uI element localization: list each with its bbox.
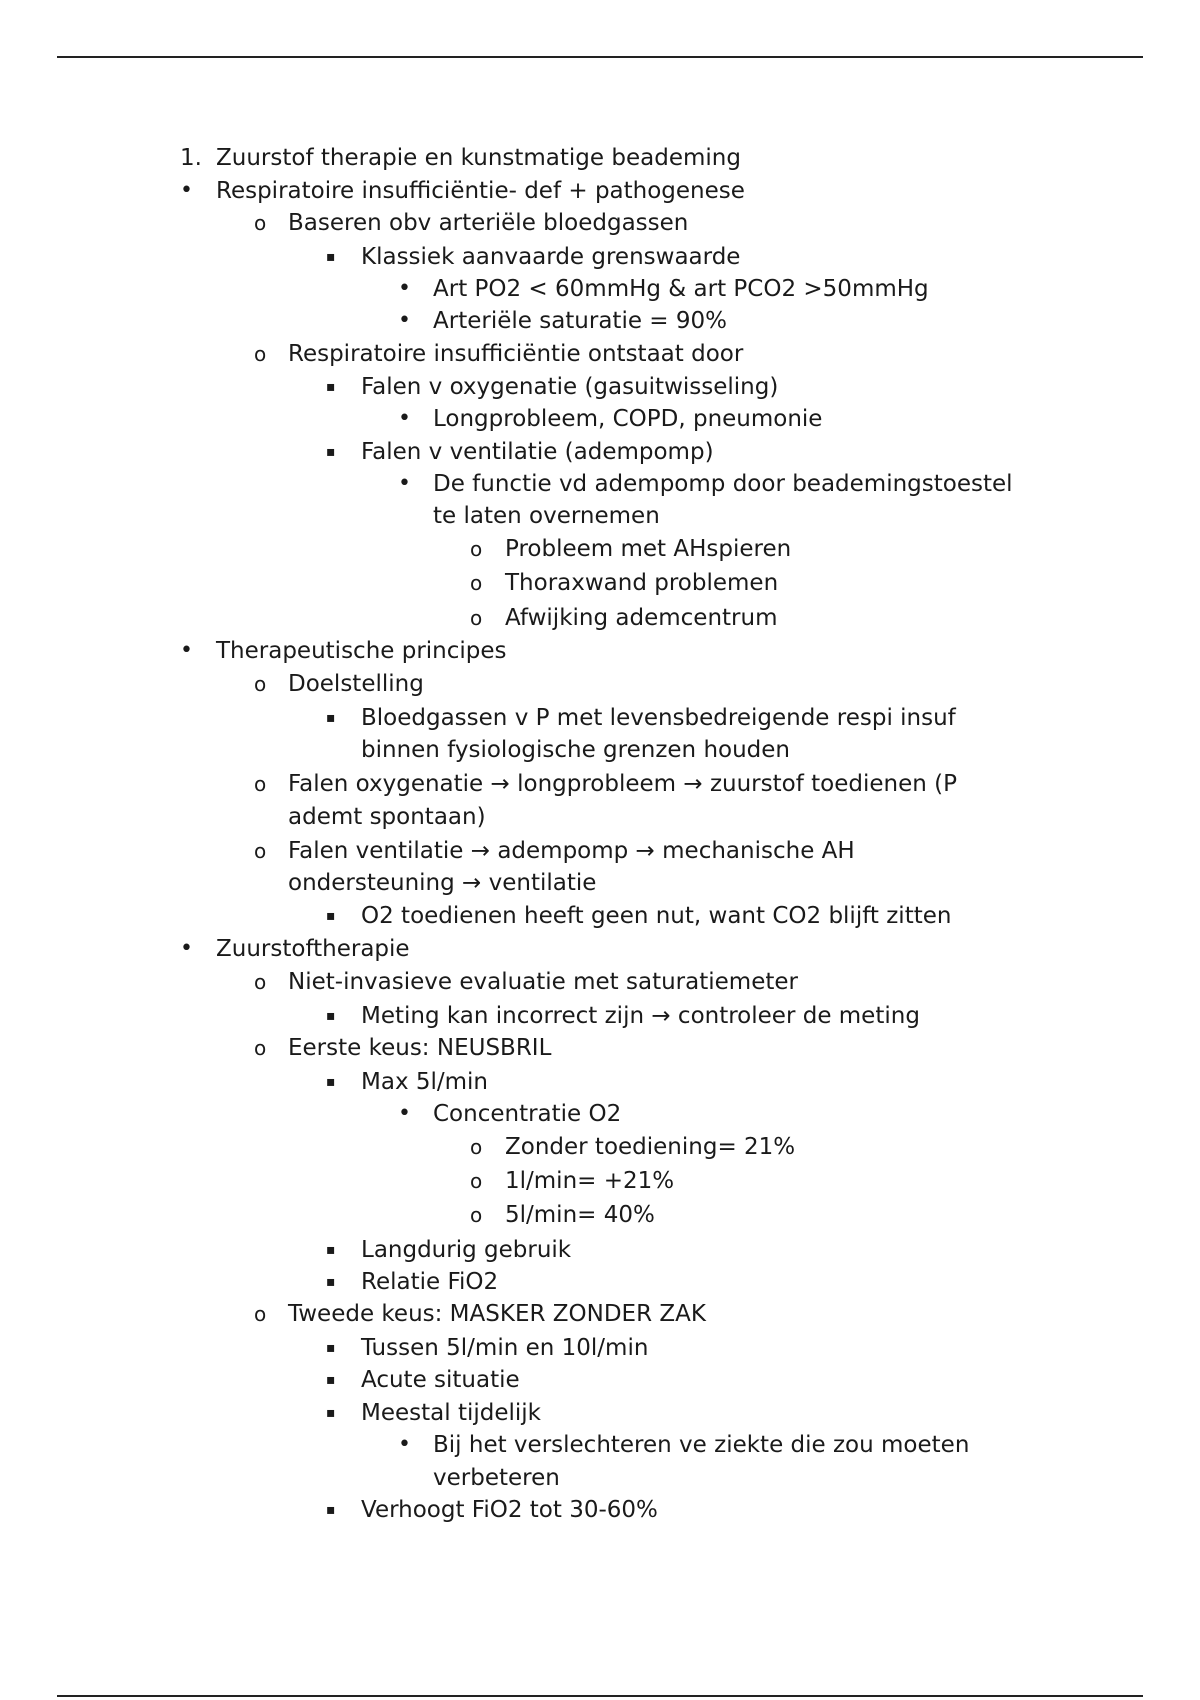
- bullet-icon: o: [470, 1135, 483, 1159]
- bullet-icon: •: [398, 276, 411, 301]
- list-item-text: Therapeutische principes: [216, 638, 507, 664]
- list-item-text: Arteriële saturatie = 90%: [433, 308, 728, 334]
- list-item-text: Zonder toediening= 21%: [505, 1134, 796, 1160]
- list-item-text: Acute situatie: [361, 1367, 520, 1393]
- bullet-icon: o: [254, 1036, 267, 1060]
- bullet-icon: ▪: [326, 1008, 336, 1024]
- bullet-icon: ▪: [326, 1242, 336, 1258]
- list-item-text: Eerste keus: NEUSBRIL: [288, 1035, 552, 1061]
- list-item-text: Tussen 5l/min en 10l/min: [361, 1335, 649, 1361]
- list-item-text: Klassiek aanvaarde grenswaarde: [361, 244, 741, 270]
- bullet-icon: •: [398, 1432, 411, 1457]
- bullet-icon: ▪: [326, 1274, 336, 1290]
- list-item-text: te laten overnemen: [433, 503, 660, 529]
- list-item-text: Niet-invasieve evaluatie met saturatiemeter: [288, 969, 798, 995]
- list-item-text: De functie vd adempomp door beademingstoestel: [433, 471, 1013, 497]
- list-item-text: Doelstelling: [288, 671, 424, 697]
- list-item-text: O2 toedienen heeft geen nut, want CO2 blijft zitten: [361, 903, 952, 929]
- bullet-icon: ▪: [326, 1372, 336, 1388]
- bullet-icon: •: [398, 308, 411, 333]
- list-item-text: Bij het verslechteren ve ziekte die zou moeten: [433, 1432, 970, 1458]
- bullet-icon: ▪: [326, 379, 336, 395]
- list-item-text: Probleem met AHspieren: [505, 536, 792, 562]
- bullet-icon: ▪: [326, 908, 336, 924]
- bullet-icon: o: [470, 1203, 483, 1227]
- bullet-icon: o: [470, 606, 483, 630]
- bullet-icon: •: [398, 471, 411, 496]
- list-item-text: Art PO2 < 60mmHg & art PCO2 >50mmHg: [433, 276, 929, 302]
- bullet-icon: o: [254, 672, 267, 696]
- list-number: 1.: [180, 145, 202, 171]
- list-item-text: Langdurig gebruik: [361, 1237, 572, 1263]
- list-item-text: Afwijking ademcentrum: [505, 605, 778, 631]
- section-title: Zuurstof therapie en kunstmatige beademing: [216, 145, 741, 171]
- bullet-icon: ▪: [326, 710, 336, 726]
- bullet-icon: o: [470, 571, 483, 595]
- bullet-icon: •: [180, 936, 193, 961]
- bullet-icon: ▪: [326, 1074, 336, 1090]
- list-item-text: 1l/min= +21%: [505, 1168, 675, 1194]
- list-item-text: ondersteuning → ventilatie: [288, 870, 597, 896]
- list-item-text: Zuurstoftherapie: [216, 936, 410, 962]
- list-item-text: Relatie FiO2: [361, 1269, 499, 1295]
- bullet-icon: o: [254, 970, 267, 994]
- bullet-icon: •: [180, 638, 193, 663]
- list-item-text: Meestal tijdelijk: [361, 1400, 541, 1426]
- list-item-text: Falen v oxygenatie (gasuitwisseling): [361, 374, 779, 400]
- list-item-text: Baseren obv arteriële bloedgassen: [288, 210, 689, 236]
- list-item-text: Falen ventilatie → adempomp → mechanische AH: [288, 838, 855, 864]
- list-item-text: verbeteren: [433, 1465, 560, 1491]
- bullet-icon: •: [398, 1101, 411, 1126]
- bullet-icon: ▪: [326, 1502, 336, 1518]
- bullet-icon: o: [254, 772, 267, 796]
- list-item-text: Respiratoire insufficiëntie- def + pathogenese: [216, 178, 745, 204]
- list-item-text: Max 5l/min: [361, 1069, 489, 1095]
- list-item-text: ademt spontaan): [288, 804, 486, 830]
- list-item-text: binnen fysiologische grenzen houden: [361, 737, 790, 763]
- header-rule: [57, 56, 1143, 58]
- list-item-text: Concentratie O2: [433, 1101, 622, 1127]
- list-item-text: Falen v ventilatie (adempomp): [361, 439, 714, 465]
- list-item-text: Bloedgassen v P met levensbedreigende respi insuf: [361, 705, 956, 731]
- footer-rule: [57, 1695, 1143, 1697]
- bullet-icon: o: [470, 537, 483, 561]
- bullet-icon: ▪: [326, 1405, 336, 1421]
- bullet-icon: •: [180, 178, 193, 203]
- list-item-text: Respiratoire insufficiëntie ontstaat door: [288, 341, 744, 367]
- list-item-text: 5l/min= 40%: [505, 1202, 655, 1228]
- bullet-icon: o: [254, 211, 267, 235]
- bullet-icon: ▪: [326, 1340, 336, 1356]
- list-item-text: Longprobleem, COPD, pneumonie: [433, 406, 823, 432]
- bullet-icon: o: [254, 1302, 267, 1326]
- bullet-icon: ▪: [326, 249, 336, 265]
- list-item-text: Thoraxwand problemen: [505, 570, 779, 596]
- bullet-icon: o: [470, 1169, 483, 1193]
- bullet-icon: o: [254, 839, 267, 863]
- bullet-icon: •: [398, 406, 411, 431]
- list-item-text: Falen oxygenatie → longprobleem → zuurstof toedienen (P: [288, 771, 957, 797]
- bullet-icon: ▪: [326, 444, 336, 460]
- list-item-text: Meting kan incorrect zijn → controleer de meting: [361, 1003, 920, 1029]
- list-item-text: Tweede keus: MASKER ZONDER ZAK: [288, 1301, 706, 1327]
- list-item-text: Verhoogt FiO2 tot 30-60%: [361, 1497, 658, 1523]
- bullet-icon: o: [254, 342, 267, 366]
